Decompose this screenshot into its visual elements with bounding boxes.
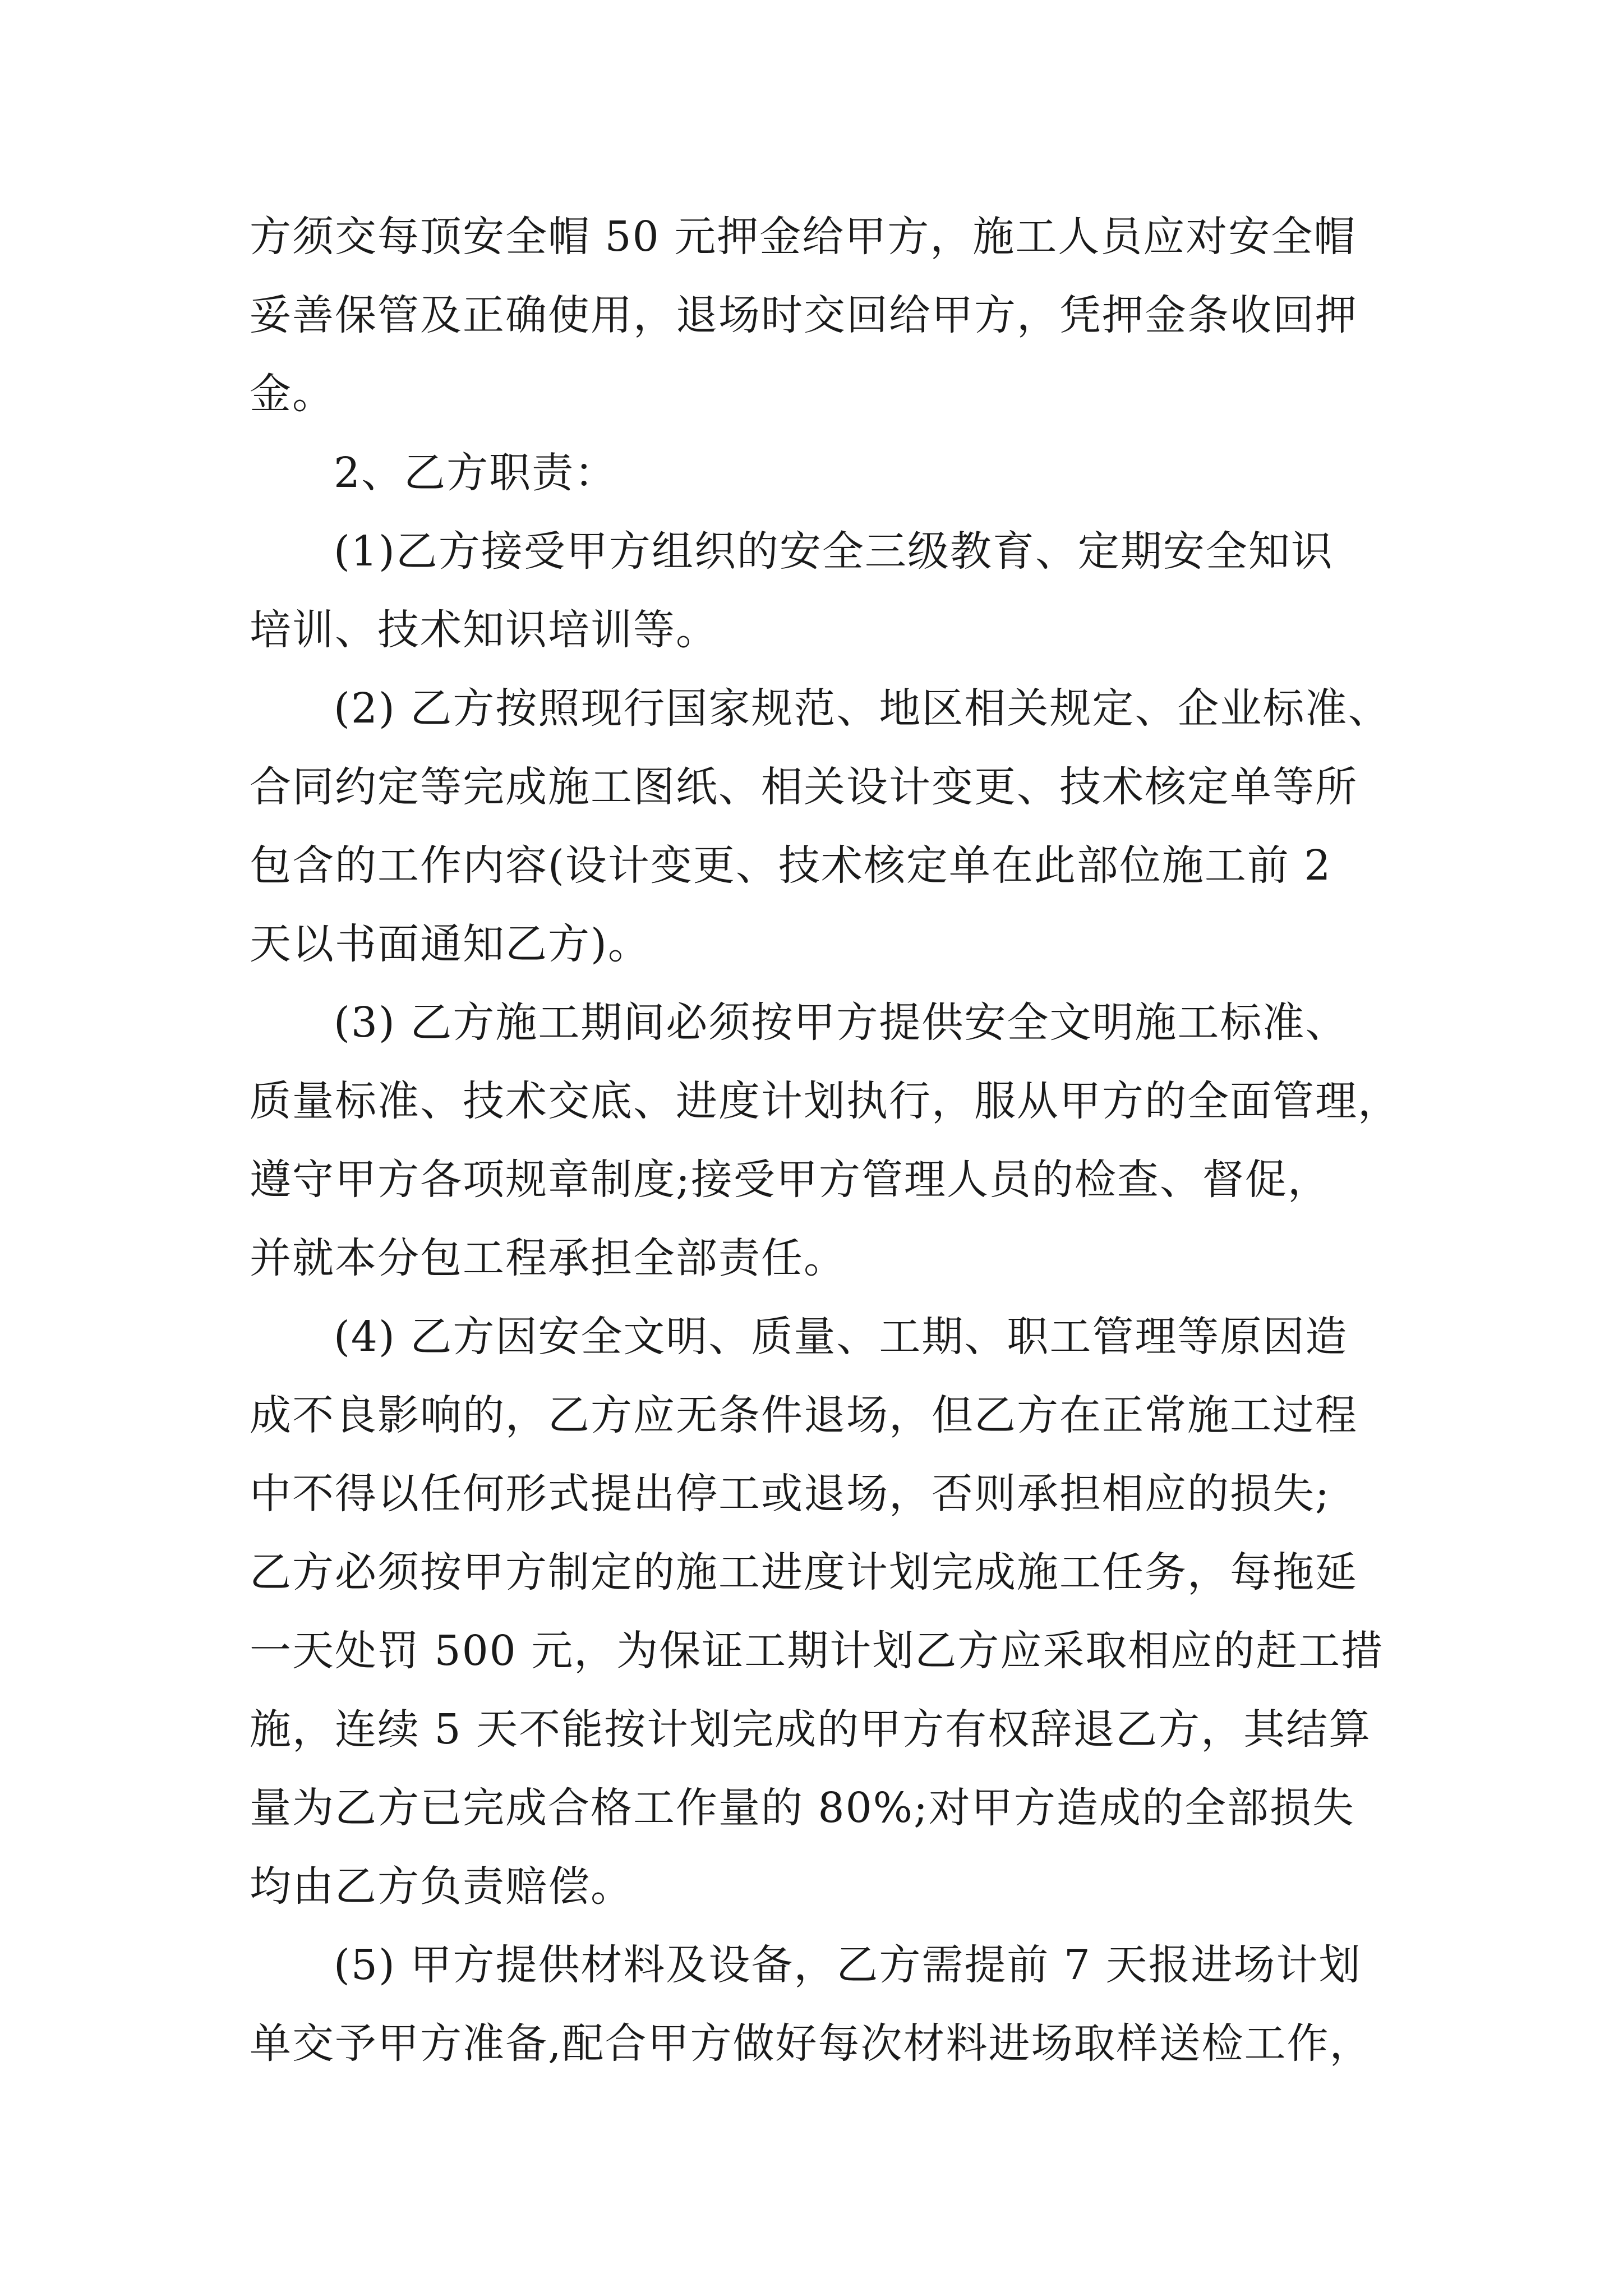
text-line: 一天处罚 500 元，为保证工期计划乙方应采取相应的赶工措 bbox=[250, 1627, 1384, 1675]
text-line: 合同约定等完成施工图纸、相关设计变更、技术核定单等所 bbox=[250, 763, 1358, 811]
text-line: 遵守甲方各项规章制度;接受甲方管理人员的检查、督促， bbox=[250, 1156, 1330, 1204]
text-line: 量为乙方已完成合格工作量的 80%;对甲方造成的全部损失 bbox=[250, 1784, 1355, 1832]
text-line: (4) 乙方因安全文明、质量、工期、职工管理等原因造 bbox=[334, 1313, 1348, 1361]
text-line: 并就本分包工程承担全部责任。 bbox=[250, 1234, 846, 1282]
text-line: 成不良影响的，乙方应无条件退场，但乙方在正常施工过程 bbox=[250, 1391, 1358, 1439]
text-line: 均由乙方负责赔偿。 bbox=[250, 1862, 633, 1911]
text-line: (1)乙方接受甲方组织的安全三级教育、定期安全知识 bbox=[334, 527, 1334, 576]
text-line: 妥善保管及正确使用，退场时交回给甲方，凭押金条收回押 bbox=[250, 291, 1358, 339]
text-line: 包含的工作内容(设计变更、技术核定单在此部位施工前 2 bbox=[250, 841, 1332, 890]
document-page bbox=[250, 0, 1400, 2296]
section-heading: 2、乙方职责： bbox=[334, 449, 617, 497]
text-line: 施，连续 5 天不能按计划完成的甲方有权辞退乙方，其结算 bbox=[250, 1705, 1372, 1754]
text-line: (5) 甲方提供材料及设备，乙方需提前 7 天报进场计划 bbox=[334, 1941, 1362, 1989]
text-line: (2) 乙方按照现行国家规范、地区相关规定、企业标准、 bbox=[334, 684, 1391, 733]
text-line: 方须交每顶安全帽 50 元押金给甲方，施工人员应对安全帽 bbox=[250, 213, 1357, 261]
text-line: 中不得以任何形式提出停工或退场，否则承担相应的损失; bbox=[250, 1470, 1330, 1518]
text-line: 质量标准、技术交底、进度计划执行，服从甲方的全面管理， bbox=[250, 1077, 1400, 1125]
text-line: 金。 bbox=[250, 370, 335, 418]
text-line: 乙方必须按甲方制定的施工进度计划完成施工任务，每拖延 bbox=[250, 1548, 1358, 1596]
text-line: (3) 乙方施工期间必须按甲方提供安全文明施工标准、 bbox=[334, 999, 1348, 1047]
text-line: 单交予甲方准备,配合甲方做好每次材料进场取样送检工作， bbox=[250, 2019, 1372, 2068]
text-line: 培训、技术知识培训等。 bbox=[250, 606, 718, 654]
text-line: 天以书面通知乙方)。 bbox=[250, 920, 651, 968]
